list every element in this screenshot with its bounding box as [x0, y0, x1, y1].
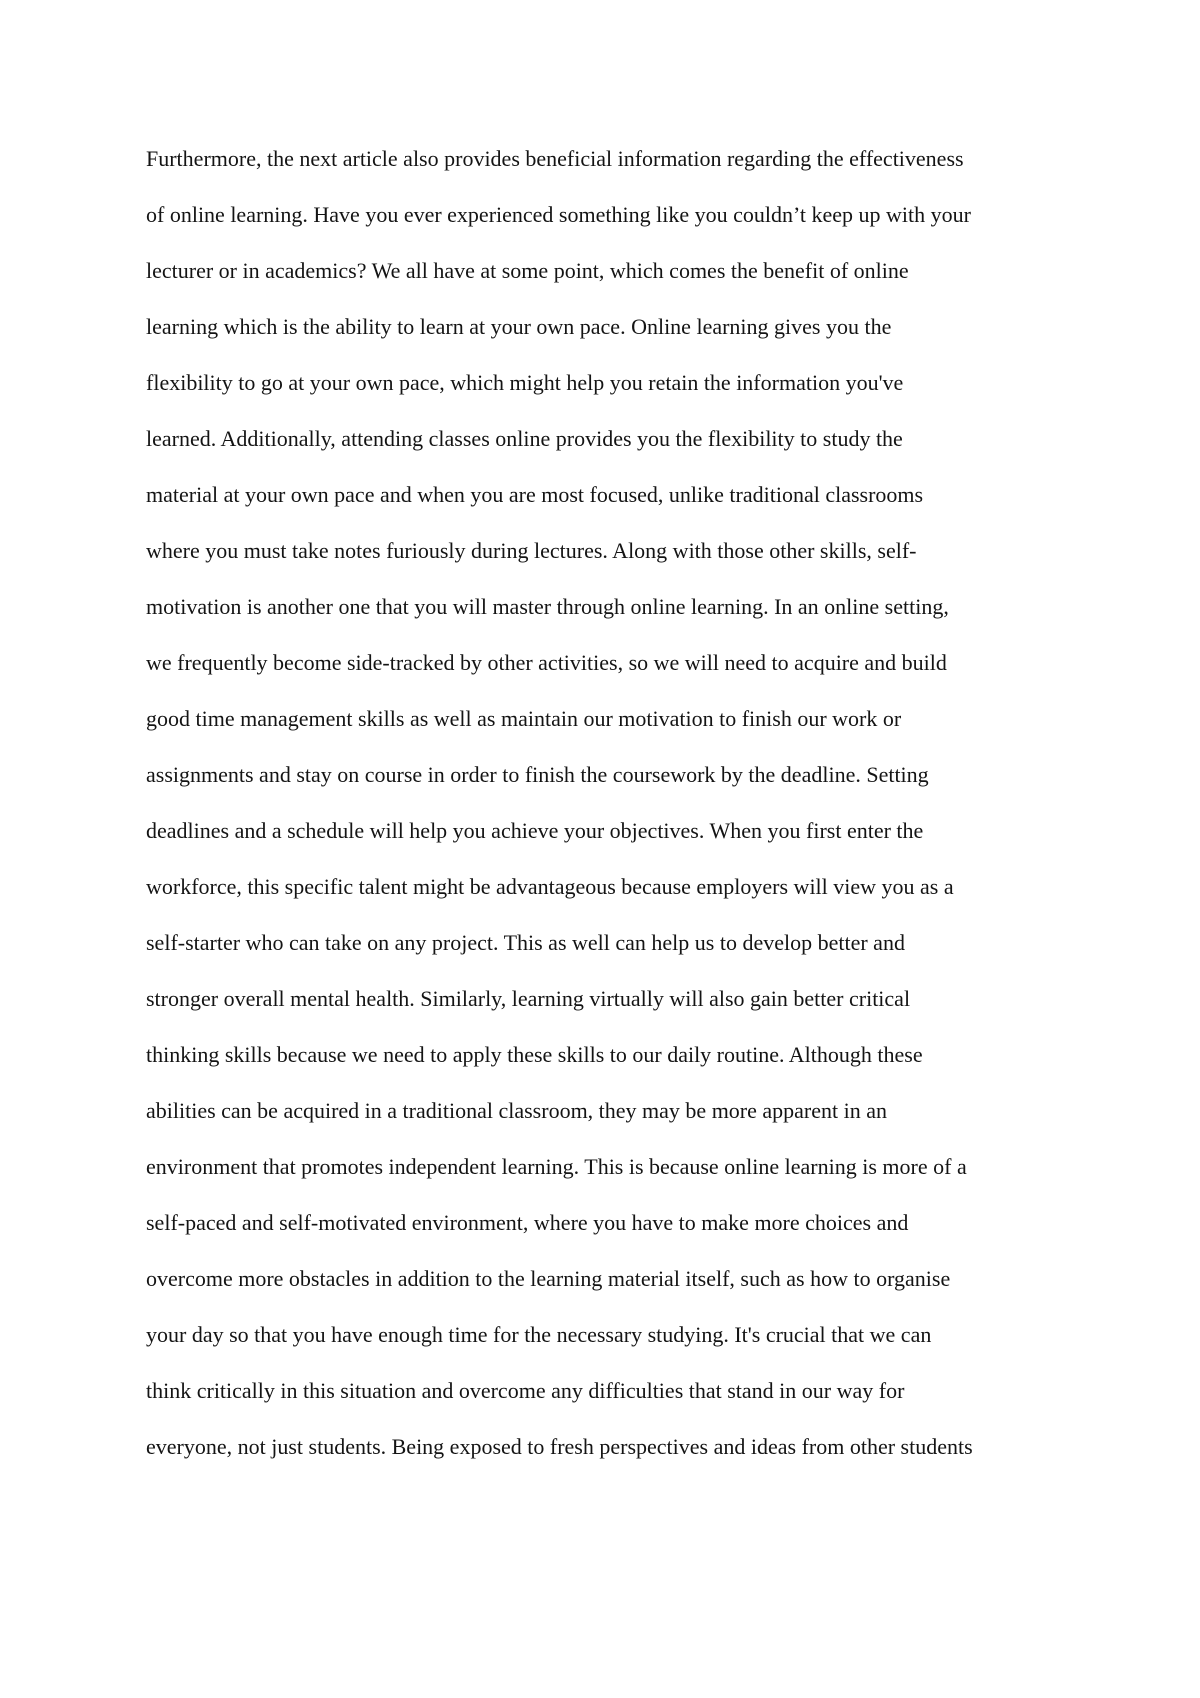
paragraph-line: environment that promotes independent learning. This is because online learning is more of a: [146, 1154, 967, 1179]
paragraph-line: good time management skills as well as maintain our motivation to finish our work or: [146, 706, 902, 731]
paragraph-line: self-paced and self-motivated environment, where you have to make more choices and: [146, 1210, 909, 1235]
paragraph-line: stronger overall mental health. Similarly, learning virtually will also gain better critical: [146, 986, 911, 1011]
paragraph-line: self-starter who can take on any project. This as well can help us to develop better and: [146, 930, 905, 955]
paragraph-line: abilities can be acquired in a traditional classroom, they may be more apparent in an: [146, 1098, 888, 1123]
paragraph-line: think critically in this situation and overcome any difficulties that stand in our way for: [146, 1378, 905, 1403]
paragraph-line: learned. Additionally, attending classes online provides you the flexibility to study the: [146, 426, 903, 451]
paragraph-line: where you must take notes furiously during lectures. Along with those other skills, self-: [146, 538, 917, 563]
paragraph-line: we frequently become side-tracked by other activities, so we will need to acquire and build: [146, 650, 947, 675]
body-paragraph: [146, 141, 1146, 1485]
paragraph-line: everyone, not just students. Being exposed to fresh perspectives and ideas from other students: [146, 1434, 973, 1459]
paragraph-line: deadlines and a schedule will help you achieve your objectives. When you first enter the: [146, 818, 924, 843]
paragraph-line: assignments and stay on course in order to finish the coursework by the deadline. Setting: [146, 762, 929, 787]
paragraph-line: flexibility to go at your own pace, which might help you retain the information you've: [146, 370, 904, 395]
paragraph-line: Furthermore, the next article also provides beneficial information regarding the effectiveness: [146, 146, 964, 171]
paragraph-line: thinking skills because we need to apply these skills to our daily routine. Although these: [146, 1042, 923, 1067]
paragraph-line: of online learning. Have you ever experienced something like you couldn’t keep up with your: [146, 202, 971, 227]
paragraph-line: workforce, this specific talent might be advantageous because employers will view you as a: [146, 874, 954, 899]
paragraph-line: overcome more obstacles in addition to the learning material itself, such as how to organise: [146, 1266, 951, 1291]
paragraph-line: material at your own pace and when you are most focused, unlike traditional classrooms: [146, 482, 924, 507]
paragraph-line: learning which is the ability to learn at your own pace. Online learning gives you the: [146, 314, 892, 339]
paragraph-line: motivation is another one that you will master through online learning. In an online setting,: [146, 594, 949, 619]
paragraph-line: your day so that you have enough time for the necessary studying. It's crucial that we can: [146, 1322, 932, 1347]
paragraph-line: lecturer or in academics? We all have at some point, which comes the benefit of online: [146, 258, 909, 283]
